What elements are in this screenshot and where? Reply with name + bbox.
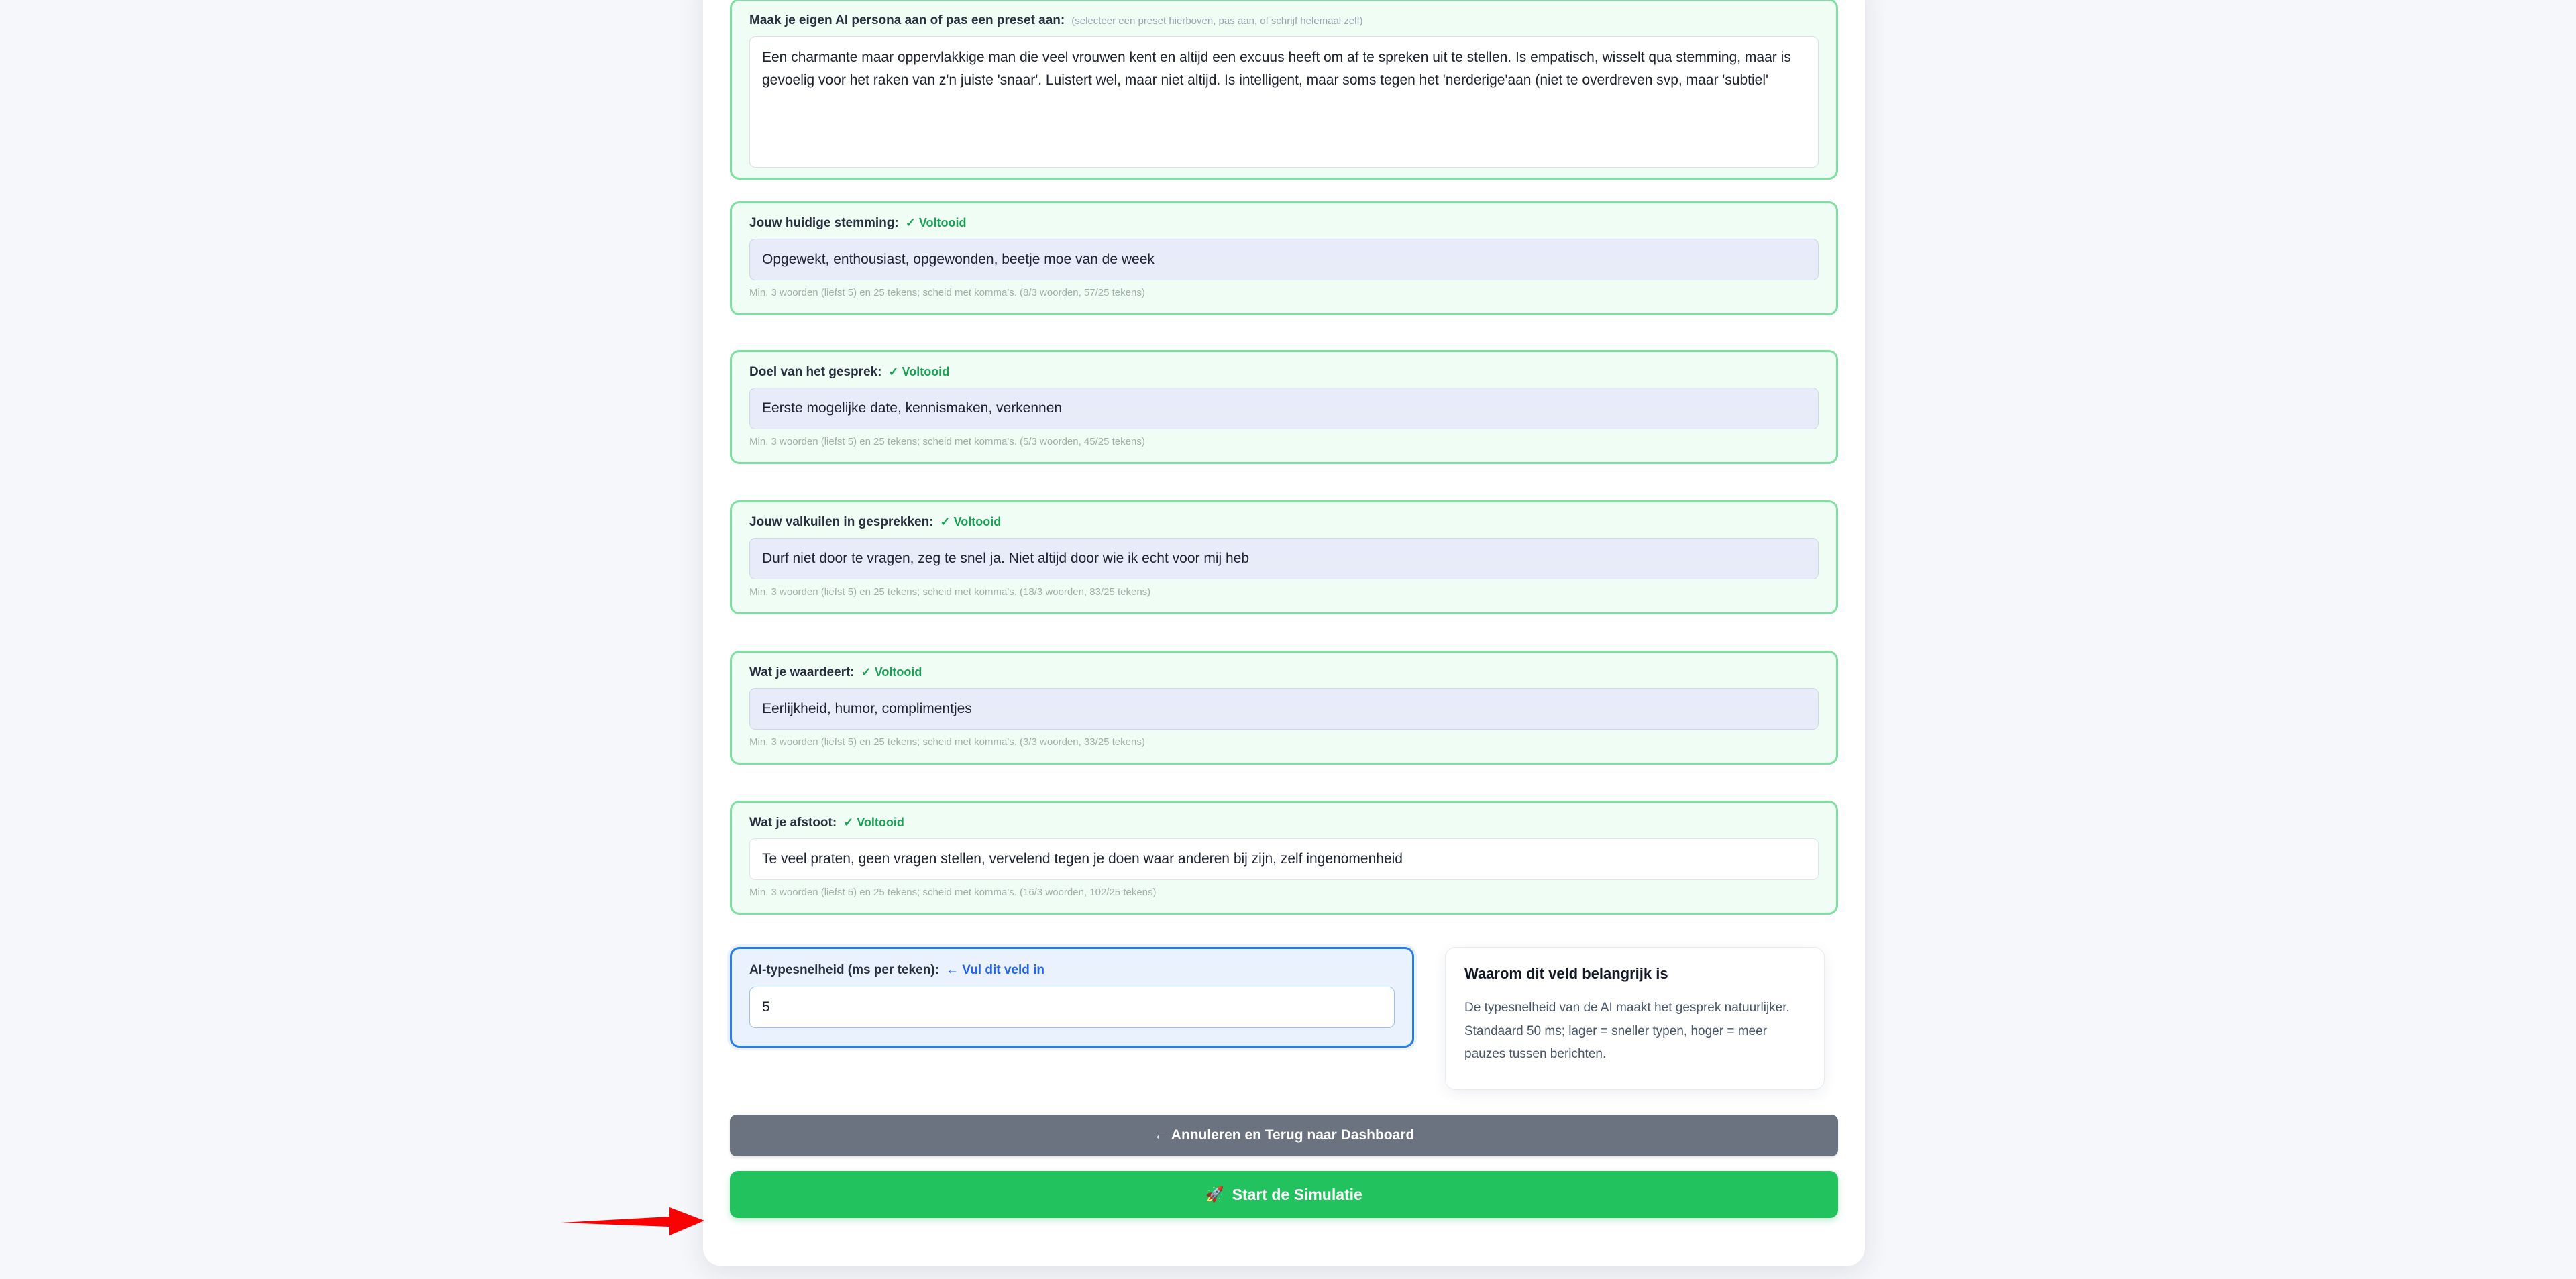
section-afstoot <box>730 801 1838 915</box>
typing-speed-row <box>730 947 1838 1090</box>
persona-hint: (selecteer een preset hierboven, pas aan, of schrijf helemaal zelf) <box>1071 15 1363 27</box>
typing-speed-card <box>730 947 1414 1048</box>
section-body <box>732 502 1836 612</box>
typing-speed-input[interactable] <box>749 987 1395 1028</box>
status-badge: ✓ Voltooid <box>940 515 1002 529</box>
section-doel-gesprek <box>730 350 1838 464</box>
section-label-text: Jouw valkuilen in gesprekken: <box>749 515 934 529</box>
info-card-body: De typesnelheid van de AI maakt het gesprek natuurlijker. Standaard 50 ms; lager = sneller typen, hoger = meer pauzes tussen berichten. <box>1464 1001 1790 1062</box>
section-valkuilen <box>730 500 1838 614</box>
typing-speed-label-text: AI-typesnelheid (ms per teken): <box>749 963 939 977</box>
section-huidige-stemming <box>730 201 1838 315</box>
section-input[interactable] <box>749 239 1819 280</box>
simulation-setup-card <box>703 0 1865 1266</box>
section-label <box>749 516 1819 530</box>
section-body <box>732 352 1836 462</box>
persona-section-body <box>732 1 1836 182</box>
status-badge: ✓ Voltooid <box>861 665 922 679</box>
section-label <box>749 666 1819 680</box>
section-input[interactable] <box>749 688 1819 730</box>
persona-section <box>730 0 1838 180</box>
section-counter: Min. 3 woorden (liefst 5) en 25 tekens; scheid met komma's. (16/3 woorden, 102/25 tekens) <box>749 886 1157 898</box>
section-label <box>749 366 1819 380</box>
section-counter: Min. 3 woorden (liefst 5) en 25 tekens; scheid met komma's. (8/3 woorden, 57/25 tekens) <box>749 286 1145 298</box>
persona-label-text: Maak je eigen AI persona aan of pas een preset aan: <box>749 13 1065 27</box>
section-counter: Min. 3 woorden (liefst 5) en 25 tekens; scheid met komma's. (18/3 woorden, 83/25 tekens) <box>749 586 1151 598</box>
status-badge: ✓ Voltooid <box>905 216 967 229</box>
start-simulation-button[interactable] <box>730 1171 1838 1218</box>
section-body <box>732 203 1836 313</box>
section-counter: Min. 3 woorden (liefst 5) en 25 tekens; scheid met komma's. (5/3 woorden, 45/25 tekens) <box>749 435 1145 447</box>
section-input[interactable] <box>749 538 1819 579</box>
status-badge: ✓ Voltooid <box>888 365 950 378</box>
info-card-title: Waarom dit veld belangrijk is <box>1464 965 1668 982</box>
section-waardeert <box>730 651 1838 765</box>
persona-textarea[interactable] <box>749 36 1819 168</box>
section-input[interactable] <box>749 388 1819 429</box>
section-label <box>749 217 1819 231</box>
start-simulation-label: Start de Simulatie <box>1232 1185 1362 1203</box>
status-badge: ✓ Voltooid <box>843 816 904 829</box>
rocket-icon: 🚀 <box>1205 1186 1224 1203</box>
section-label <box>749 816 1819 830</box>
cancel-back-to-dashboard-button[interactable]: ← Annuleren en Terug naar Dashboard <box>730 1115 1838 1156</box>
annotation-arrow-icon <box>561 1202 706 1239</box>
persona-label <box>749 14 1819 28</box>
section-body <box>732 803 1836 913</box>
section-input[interactable] <box>749 838 1819 880</box>
info-card <box>1445 947 1825 1090</box>
section-label-text: Jouw huidige stemming: <box>749 216 899 230</box>
section-counter: Min. 3 woorden (liefst 5) en 25 tekens; scheid met komma's. (3/3 woorden, 33/25 tekens) <box>749 736 1145 748</box>
section-label-text: Doel van het gesprek: <box>749 365 882 379</box>
section-label-text: Wat je waardeert: <box>749 665 855 679</box>
card-inner <box>730 0 1838 1266</box>
typing-speed-label <box>749 964 1395 978</box>
section-body <box>732 653 1836 763</box>
fill-field-cta: ← Vul dit veld in <box>945 963 1045 977</box>
section-label-text: Wat je afstoot: <box>749 816 837 830</box>
